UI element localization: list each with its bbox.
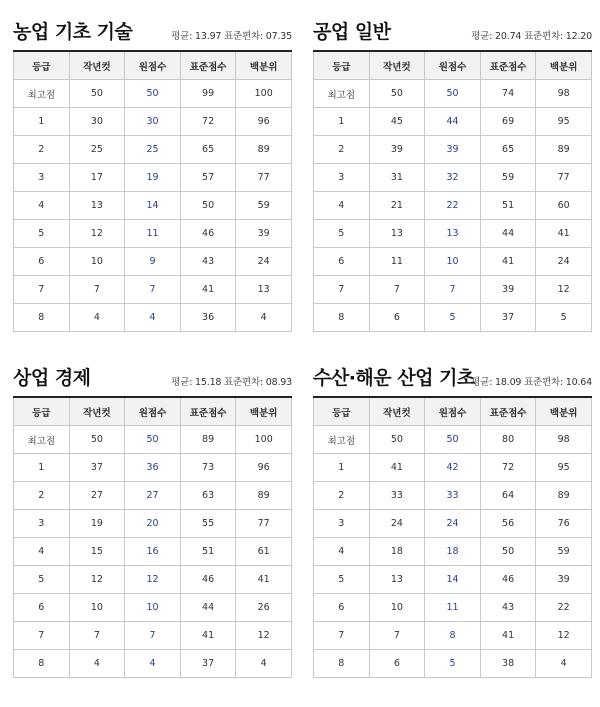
panel-header: [13, 362, 292, 396]
cell-raw-score: 7: [125, 622, 181, 650]
cell-percentile: 89: [536, 482, 592, 510]
cell-percentile: 39: [536, 566, 592, 594]
cell-grade: 7: [14, 276, 70, 304]
cell-percentile: 98: [536, 80, 592, 108]
cell-percentile: 12: [536, 622, 592, 650]
table-row: [14, 136, 292, 164]
cell-grade: 5: [314, 220, 370, 248]
table-row: [314, 454, 592, 482]
cell-grade: 1: [14, 108, 70, 136]
cell-grade: 7: [14, 622, 70, 650]
cell-raw-score: 11: [125, 220, 181, 248]
cell-percentile: 89: [236, 136, 292, 164]
column-header-grade: 등급: [314, 51, 370, 80]
table-body: [314, 426, 592, 678]
cell-grade: 8: [314, 650, 370, 678]
subject-stats: 평균: 20.74 표준편차: 12.20: [471, 31, 592, 42]
cell-standard-score: 41: [180, 622, 236, 650]
table-row: [14, 192, 292, 220]
cell-raw-score: 18: [425, 538, 481, 566]
cell-percentile: 13: [236, 276, 292, 304]
cell-standard-score: 46: [480, 566, 536, 594]
cell-last-year-cut: 7: [369, 276, 425, 304]
table-row: [14, 108, 292, 136]
cell-raw-score: 10: [125, 594, 181, 622]
table-row: [314, 510, 592, 538]
cell-standard-score: 50: [480, 538, 536, 566]
cell-last-year-cut: 12: [69, 566, 125, 594]
cell-grade: 3: [14, 510, 70, 538]
column-header-standard-score: 표준점수: [480, 51, 536, 80]
cell-percentile: 39: [236, 220, 292, 248]
cell-percentile: 41: [236, 566, 292, 594]
cell-grade: 8: [14, 650, 70, 678]
cell-last-year-cut: 18: [369, 538, 425, 566]
cell-grade: 8: [314, 304, 370, 332]
cell-last-year-cut: 6: [369, 650, 425, 678]
cell-raw-score: 32: [425, 164, 481, 192]
cell-last-year-cut: 12: [69, 220, 125, 248]
table-row: [14, 454, 292, 482]
cell-raw-score: 12: [125, 566, 181, 594]
cell-standard-score: 56: [480, 510, 536, 538]
subject-panel-0: [13, 16, 292, 332]
table-row: [314, 566, 592, 594]
cell-last-year-cut: 30: [69, 108, 125, 136]
cell-grade: 6: [14, 594, 70, 622]
table-row: [14, 276, 292, 304]
cell-last-year-cut: 10: [69, 594, 125, 622]
cell-last-year-cut: 15: [69, 538, 125, 566]
cell-standard-score: 74: [480, 80, 536, 108]
subject-title: 공업 일반: [313, 21, 391, 43]
cell-standard-score: 39: [480, 276, 536, 304]
cell-grade: 3: [14, 164, 70, 192]
column-header-last-year-cut: 작년컷: [369, 51, 425, 80]
cell-percentile: 89: [236, 482, 292, 510]
cell-last-year-cut: 4: [69, 304, 125, 332]
cell-percentile: 26: [236, 594, 292, 622]
cell-grade: 4: [14, 192, 70, 220]
subject-panel-1: [313, 16, 592, 332]
cell-standard-score: 63: [180, 482, 236, 510]
table-row: [14, 510, 292, 538]
cell-standard-score: 72: [180, 108, 236, 136]
cell-standard-score: 89: [180, 426, 236, 454]
score-table: [313, 50, 592, 332]
cell-percentile: 98: [536, 426, 592, 454]
cell-raw-score: 14: [425, 566, 481, 594]
cell-last-year-cut: 39: [369, 136, 425, 164]
cell-last-year-cut: 10: [69, 248, 125, 276]
cell-grade: 5: [14, 566, 70, 594]
table-row: [14, 538, 292, 566]
table-row: [14, 622, 292, 650]
cell-raw-score: 5: [425, 650, 481, 678]
cell-last-year-cut: 7: [69, 276, 125, 304]
column-header-raw-score: 원점수: [125, 397, 181, 426]
cell-last-year-cut: 33: [369, 482, 425, 510]
column-header-percentile: 백분위: [536, 51, 592, 80]
table-row: [314, 276, 592, 304]
cell-grade: 6: [314, 248, 370, 276]
cell-percentile: 12: [536, 276, 592, 304]
cell-standard-score: 36: [180, 304, 236, 332]
table-row: [14, 304, 292, 332]
cell-standard-score: 57: [180, 164, 236, 192]
column-header-standard-score: 표준점수: [480, 397, 536, 426]
cell-raw-score: 50: [425, 426, 481, 454]
column-header-standard-score: 표준점수: [180, 51, 236, 80]
cell-grade: 3: [314, 164, 370, 192]
cell-standard-score: 46: [180, 220, 236, 248]
column-header-grade: 등급: [14, 51, 70, 80]
cell-standard-score: 55: [180, 510, 236, 538]
table-row: [314, 426, 592, 454]
table-header-row: [14, 397, 292, 426]
table-row: [14, 426, 292, 454]
subject-title: 농업 기초 기술: [13, 21, 133, 43]
cell-raw-score: 20: [125, 510, 181, 538]
cell-standard-score: 37: [180, 650, 236, 678]
column-header-percentile: 백분위: [236, 397, 292, 426]
cell-last-year-cut: 17: [69, 164, 125, 192]
cell-last-year-cut: 7: [69, 622, 125, 650]
table-row: [314, 192, 592, 220]
cell-standard-score: 50: [180, 192, 236, 220]
cell-standard-score: 41: [180, 276, 236, 304]
table-header-row: [14, 51, 292, 80]
table-row: [14, 594, 292, 622]
cell-last-year-cut: 25: [69, 136, 125, 164]
cell-percentile: 5: [536, 304, 592, 332]
cell-raw-score: 24: [425, 510, 481, 538]
cell-percentile: 77: [236, 164, 292, 192]
score-table: [13, 396, 292, 678]
table-row: [14, 248, 292, 276]
cell-grade: 7: [314, 622, 370, 650]
cell-standard-score: 43: [180, 248, 236, 276]
cell-raw-score: 39: [425, 136, 481, 164]
cell-raw-score: 25: [125, 136, 181, 164]
cell-grade: 1: [314, 454, 370, 482]
cell-percentile: 12: [236, 622, 292, 650]
column-header-percentile: 백분위: [236, 51, 292, 80]
table-row: [314, 248, 592, 276]
cell-grade: 2: [14, 136, 70, 164]
cell-raw-score: 50: [125, 426, 181, 454]
subject-stats: 평균: 15.18 표준편차: 08.93: [171, 377, 292, 388]
cell-grade: 4: [314, 538, 370, 566]
cell-raw-score: 8: [425, 622, 481, 650]
cell-percentile: 4: [236, 304, 292, 332]
table-row: [314, 80, 592, 108]
cell-grade: 1: [14, 454, 70, 482]
table-row: [314, 136, 592, 164]
cell-standard-score: 37: [480, 304, 536, 332]
cell-raw-score: 44: [425, 108, 481, 136]
cell-raw-score: 4: [125, 650, 181, 678]
cell-percentile: 4: [236, 650, 292, 678]
cell-percentile: 96: [236, 454, 292, 482]
cell-last-year-cut: 24: [369, 510, 425, 538]
cell-grade: 최고점: [314, 80, 370, 108]
cell-standard-score: 38: [480, 650, 536, 678]
table-row: [14, 164, 292, 192]
cell-last-year-cut: 27: [69, 482, 125, 510]
subject-panel-2: [13, 362, 292, 678]
cell-standard-score: 73: [180, 454, 236, 482]
table-row: [14, 650, 292, 678]
cell-last-year-cut: 13: [69, 192, 125, 220]
table-header-row: [314, 51, 592, 80]
cell-raw-score: 50: [425, 80, 481, 108]
score-table: [13, 50, 292, 332]
cell-last-year-cut: 13: [369, 566, 425, 594]
table-row: [314, 164, 592, 192]
cell-grade: 최고점: [314, 426, 370, 454]
cell-grade: 4: [14, 538, 70, 566]
cell-last-year-cut: 21: [369, 192, 425, 220]
cell-last-year-cut: 10: [369, 594, 425, 622]
table-row: [314, 304, 592, 332]
cell-grade: 최고점: [14, 426, 70, 454]
cell-standard-score: 64: [480, 482, 536, 510]
cell-percentile: 95: [536, 454, 592, 482]
cell-raw-score: 16: [125, 538, 181, 566]
cell-percentile: 76: [536, 510, 592, 538]
cell-standard-score: 59: [480, 164, 536, 192]
table-row: [314, 538, 592, 566]
table-row: [314, 622, 592, 650]
column-header-last-year-cut: 작년컷: [69, 397, 125, 426]
cell-raw-score: 50: [125, 80, 181, 108]
cell-percentile: 61: [236, 538, 292, 566]
cell-standard-score: 44: [480, 220, 536, 248]
cell-percentile: 22: [536, 594, 592, 622]
column-header-last-year-cut: 작년컷: [369, 397, 425, 426]
cell-percentile: 95: [536, 108, 592, 136]
cell-raw-score: 5: [425, 304, 481, 332]
table-body: [314, 80, 592, 332]
cell-grade: 4: [314, 192, 370, 220]
cell-raw-score: 13: [425, 220, 481, 248]
subject-stats: 평균: 13.97 표준편차: 07.35: [171, 31, 292, 42]
subject-stats: 평균: 18.09 표준편차: 10.64: [471, 377, 592, 388]
table-body: [14, 80, 292, 332]
table-row: [14, 482, 292, 510]
column-header-raw-score: 원점수: [125, 51, 181, 80]
cell-percentile: 24: [236, 248, 292, 276]
table-row: [314, 108, 592, 136]
cell-raw-score: 27: [125, 482, 181, 510]
cell-raw-score: 33: [425, 482, 481, 510]
cell-last-year-cut: 19: [69, 510, 125, 538]
subject-title: 상업 경제: [13, 367, 91, 389]
cell-grade: 2: [14, 482, 70, 510]
subject-panel-3: [313, 362, 592, 678]
cell-raw-score: 9: [125, 248, 181, 276]
cell-percentile: 59: [236, 192, 292, 220]
cell-raw-score: 19: [125, 164, 181, 192]
table-row: [14, 220, 292, 248]
cell-standard-score: 41: [480, 622, 536, 650]
cell-last-year-cut: 45: [369, 108, 425, 136]
cell-standard-score: 51: [480, 192, 536, 220]
cell-standard-score: 80: [480, 426, 536, 454]
cell-raw-score: 11: [425, 594, 481, 622]
cell-last-year-cut: 13: [369, 220, 425, 248]
cell-grade: 2: [314, 136, 370, 164]
cell-percentile: 89: [536, 136, 592, 164]
cell-percentile: 24: [536, 248, 592, 276]
cell-standard-score: 41: [480, 248, 536, 276]
table-row: [14, 80, 292, 108]
cell-standard-score: 72: [480, 454, 536, 482]
cell-raw-score: 42: [425, 454, 481, 482]
cell-raw-score: 7: [125, 276, 181, 304]
cell-last-year-cut: 11: [369, 248, 425, 276]
cell-percentile: 41: [536, 220, 592, 248]
cell-standard-score: 43: [480, 594, 536, 622]
cell-standard-score: 99: [180, 80, 236, 108]
cell-percentile: 59: [536, 538, 592, 566]
cell-percentile: 4: [536, 650, 592, 678]
cell-standard-score: 65: [180, 136, 236, 164]
table-row: [314, 650, 592, 678]
cell-grade: 최고점: [14, 80, 70, 108]
cell-percentile: 96: [236, 108, 292, 136]
column-header-grade: 등급: [314, 397, 370, 426]
cell-grade: 3: [314, 510, 370, 538]
cell-raw-score: 22: [425, 192, 481, 220]
cell-last-year-cut: 6: [369, 304, 425, 332]
score-table: [313, 396, 592, 678]
column-header-raw-score: 원점수: [425, 51, 481, 80]
cell-raw-score: 10: [425, 248, 481, 276]
table-row: [314, 594, 592, 622]
column-header-grade: 등급: [14, 397, 70, 426]
panel-header: [13, 16, 292, 50]
column-header-raw-score: 원점수: [425, 397, 481, 426]
cell-grade: 1: [314, 108, 370, 136]
subject-title: 수산·해운 산업 기초: [313, 367, 475, 389]
table-row: [314, 482, 592, 510]
cell-last-year-cut: 50: [69, 426, 125, 454]
cell-grade: 5: [314, 566, 370, 594]
cell-percentile: 100: [236, 426, 292, 454]
cell-last-year-cut: 31: [369, 164, 425, 192]
cell-grade: 6: [314, 594, 370, 622]
table-header-row: [314, 397, 592, 426]
panel-header: [313, 16, 592, 50]
cell-last-year-cut: 50: [369, 80, 425, 108]
cell-percentile: 77: [236, 510, 292, 538]
cell-grade: 8: [14, 304, 70, 332]
column-header-percentile: 백분위: [536, 397, 592, 426]
cell-standard-score: 46: [180, 566, 236, 594]
cell-standard-score: 65: [480, 136, 536, 164]
cell-last-year-cut: 7: [369, 622, 425, 650]
cell-raw-score: 36: [125, 454, 181, 482]
column-header-last-year-cut: 작년컷: [69, 51, 125, 80]
cell-percentile: 100: [236, 80, 292, 108]
cell-standard-score: 69: [480, 108, 536, 136]
cell-last-year-cut: 50: [69, 80, 125, 108]
table-row: [314, 220, 592, 248]
table-body: [14, 426, 292, 678]
cell-last-year-cut: 4: [69, 650, 125, 678]
cell-last-year-cut: 41: [369, 454, 425, 482]
cell-grade: 2: [314, 482, 370, 510]
cell-raw-score: 7: [425, 276, 481, 304]
cell-standard-score: 51: [180, 538, 236, 566]
cell-last-year-cut: 37: [69, 454, 125, 482]
table-row: [14, 566, 292, 594]
cell-last-year-cut: 50: [369, 426, 425, 454]
panel-header: [313, 362, 592, 396]
cell-grade: 5: [14, 220, 70, 248]
cell-grade: 7: [314, 276, 370, 304]
cell-standard-score: 44: [180, 594, 236, 622]
cell-percentile: 77: [536, 164, 592, 192]
cell-raw-score: 30: [125, 108, 181, 136]
cell-raw-score: 14: [125, 192, 181, 220]
cell-grade: 6: [14, 248, 70, 276]
cell-percentile: 60: [536, 192, 592, 220]
cell-raw-score: 4: [125, 304, 181, 332]
column-header-standard-score: 표준점수: [180, 397, 236, 426]
